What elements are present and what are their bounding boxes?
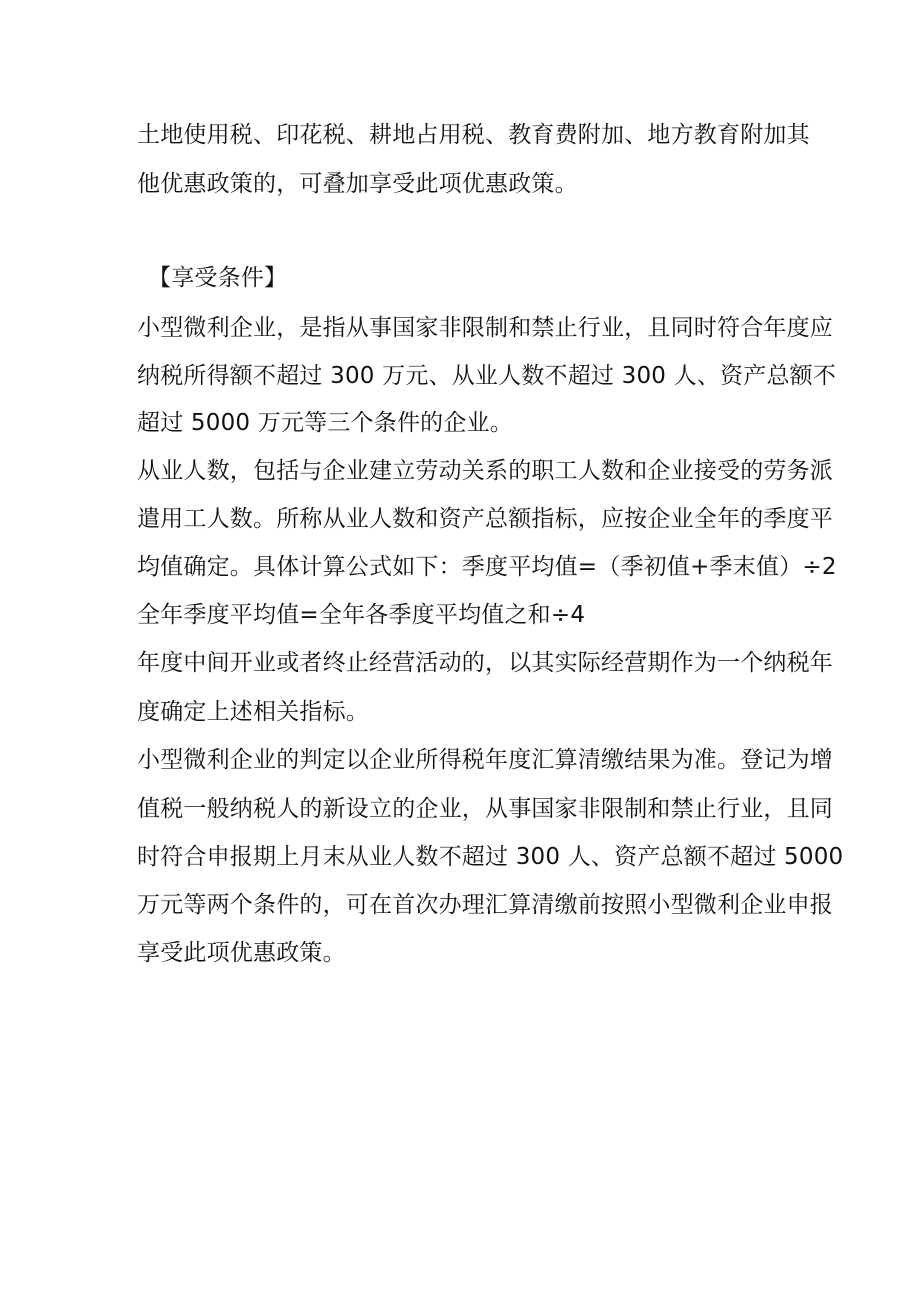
body-line-2: 纳税所得额不超过 300 万元、从业人数不超过 300 人、资产总额不 — [137, 363, 837, 389]
body-line-12: 时符合申报期上月末从业人数不超过 300 人、资产总额不超过 5000 — [137, 844, 844, 870]
body-line-4: 从业人数，包括与企业建立劳动关系的职工人数和企业接受的劳务派 — [137, 458, 833, 484]
intro-line-1: 土地使用税、印花税、耕地占用税、教育费附加、地方教育附加其 — [137, 122, 810, 148]
body-line-14: 享受此项优惠政策。 — [137, 940, 346, 966]
body-line-3: 超过 5000 万元等三个条件的企业。 — [137, 410, 513, 436]
section-heading: 【享受条件】 — [148, 265, 288, 291]
body-line-6: 均值确定。具体计算公式如下：季度平均值=（季初值+季末值）÷2 — [137, 554, 837, 580]
body-line-1: 小型微利企业，是指从事国家非限制和禁止行业，且同时符合年度应 — [137, 315, 833, 341]
body-line-5: 遣用工人数。所称从业人数和资产总额指标，应按企业全年的季度平 — [137, 506, 833, 532]
body-line-10: 小型微利企业的判定以企业所得税年度汇算清缴结果为准。登记为增 — [137, 747, 833, 773]
body-line-13: 万元等两个条件的，可在首次办理汇算清缴前按照小型微利企业申报 — [137, 892, 833, 918]
body-line-9: 度确定上述相关指标。 — [137, 699, 369, 725]
body-line-7: 全年季度平均值=全年各季度平均值之和÷4 — [137, 602, 586, 628]
body-line-11: 值税一般纳税人的新设立的企业，从事国家非限制和禁止行业，且同 — [137, 796, 833, 822]
body-line-8: 年度中间开业或者终止经营活动的，以其实际经营期作为一个纳税年 — [137, 650, 833, 676]
intro-line-2: 他优惠政策的，可叠加享受此项优惠政策。 — [137, 171, 578, 197]
